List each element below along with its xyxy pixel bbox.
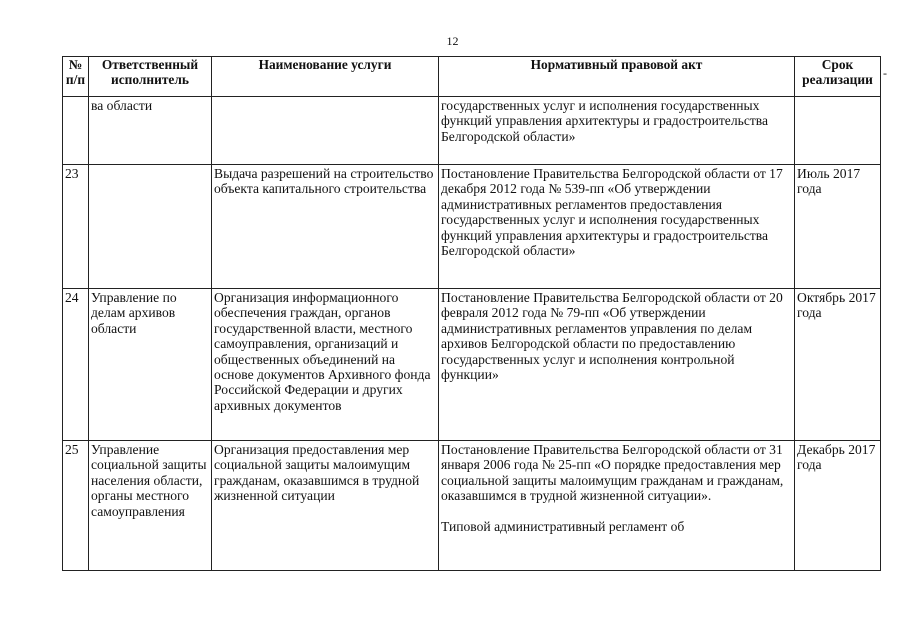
table-row (63, 165, 881, 289)
row-num: 23 (63, 165, 89, 289)
page-number: 12 (446, 34, 459, 48)
row-deadline: Декабрь 2017 года (795, 441, 881, 571)
row-act: государственных услуг и исполнения государственных функций управления архитектуры и градостроительства Белгородской области» (439, 97, 795, 165)
row-num: 24 (63, 289, 89, 441)
row-service: Организация предоставления мер социальной защиты малоимущим гражданам, оказавшимся в трудной жизненной ситуации (212, 441, 439, 571)
table-row (63, 97, 881, 165)
row-service: Организация информационного обеспечения граждан, органов государственной власти, местного самоуправления, организаций и общественных объединений на основе документов Архивного фонда Российской Федерации и других архивных документов (212, 289, 439, 441)
row-deadline: Июль 2017 года (795, 165, 881, 289)
row-executor: ва области (89, 97, 212, 165)
header-num: № п/п (63, 57, 89, 97)
row-service (212, 97, 439, 165)
table-header-row (63, 57, 881, 97)
header-service: Наименование услуги (212, 57, 439, 97)
row-act-cell (439, 441, 795, 571)
row-act-continuation: Типовой административный регламент об (441, 518, 685, 534)
row-deadline: Октябрь 2017 года (795, 289, 881, 441)
row-num: 25 (63, 441, 89, 571)
row-executor: Управление социальной защиты населения области, органы местного самоуправления (89, 441, 212, 571)
row-executor (89, 165, 212, 289)
row-act: Постановление Правительства Белгородской области от 20 февраля 2012 года № 79-пп «Об утверждении административных регламентов управления по делам архивов Белгородской области по предоставлению государственных услуг и исполнения контрольной функции» (439, 289, 795, 441)
row-num (63, 97, 89, 165)
row-act: Постановление Правительства Белгородской области от 31 января 2006 года № 25-пп «О порядке предоставления мер социальной защиты малоимущим гражданам и гражданам, оказавшимся в трудной жизненной ситуации». (441, 442, 784, 504)
row-deadline (795, 97, 881, 165)
row-service: Выдача разрешений на строительство объекта капитального строительства (212, 165, 439, 289)
table-row (63, 289, 881, 441)
services-table (62, 56, 881, 571)
header-act: Нормативный правовой акт (439, 57, 795, 97)
header-deadline: Срок реализации (795, 57, 881, 97)
header-executor: Ответственный исполнитель (89, 57, 212, 97)
margin-mark: - (883, 66, 887, 80)
row-act: Постановление Правительства Белгородской области от 17 декабря 2012 года № 539-пп «Об утверждении административных регламентов предоставления государственных услуг и исполнения государственных функций управления архитектуры и градостроительства Белгородской области» (439, 165, 795, 289)
table-row (63, 441, 881, 571)
row-executor: Управление по делам архивов области (89, 289, 212, 441)
